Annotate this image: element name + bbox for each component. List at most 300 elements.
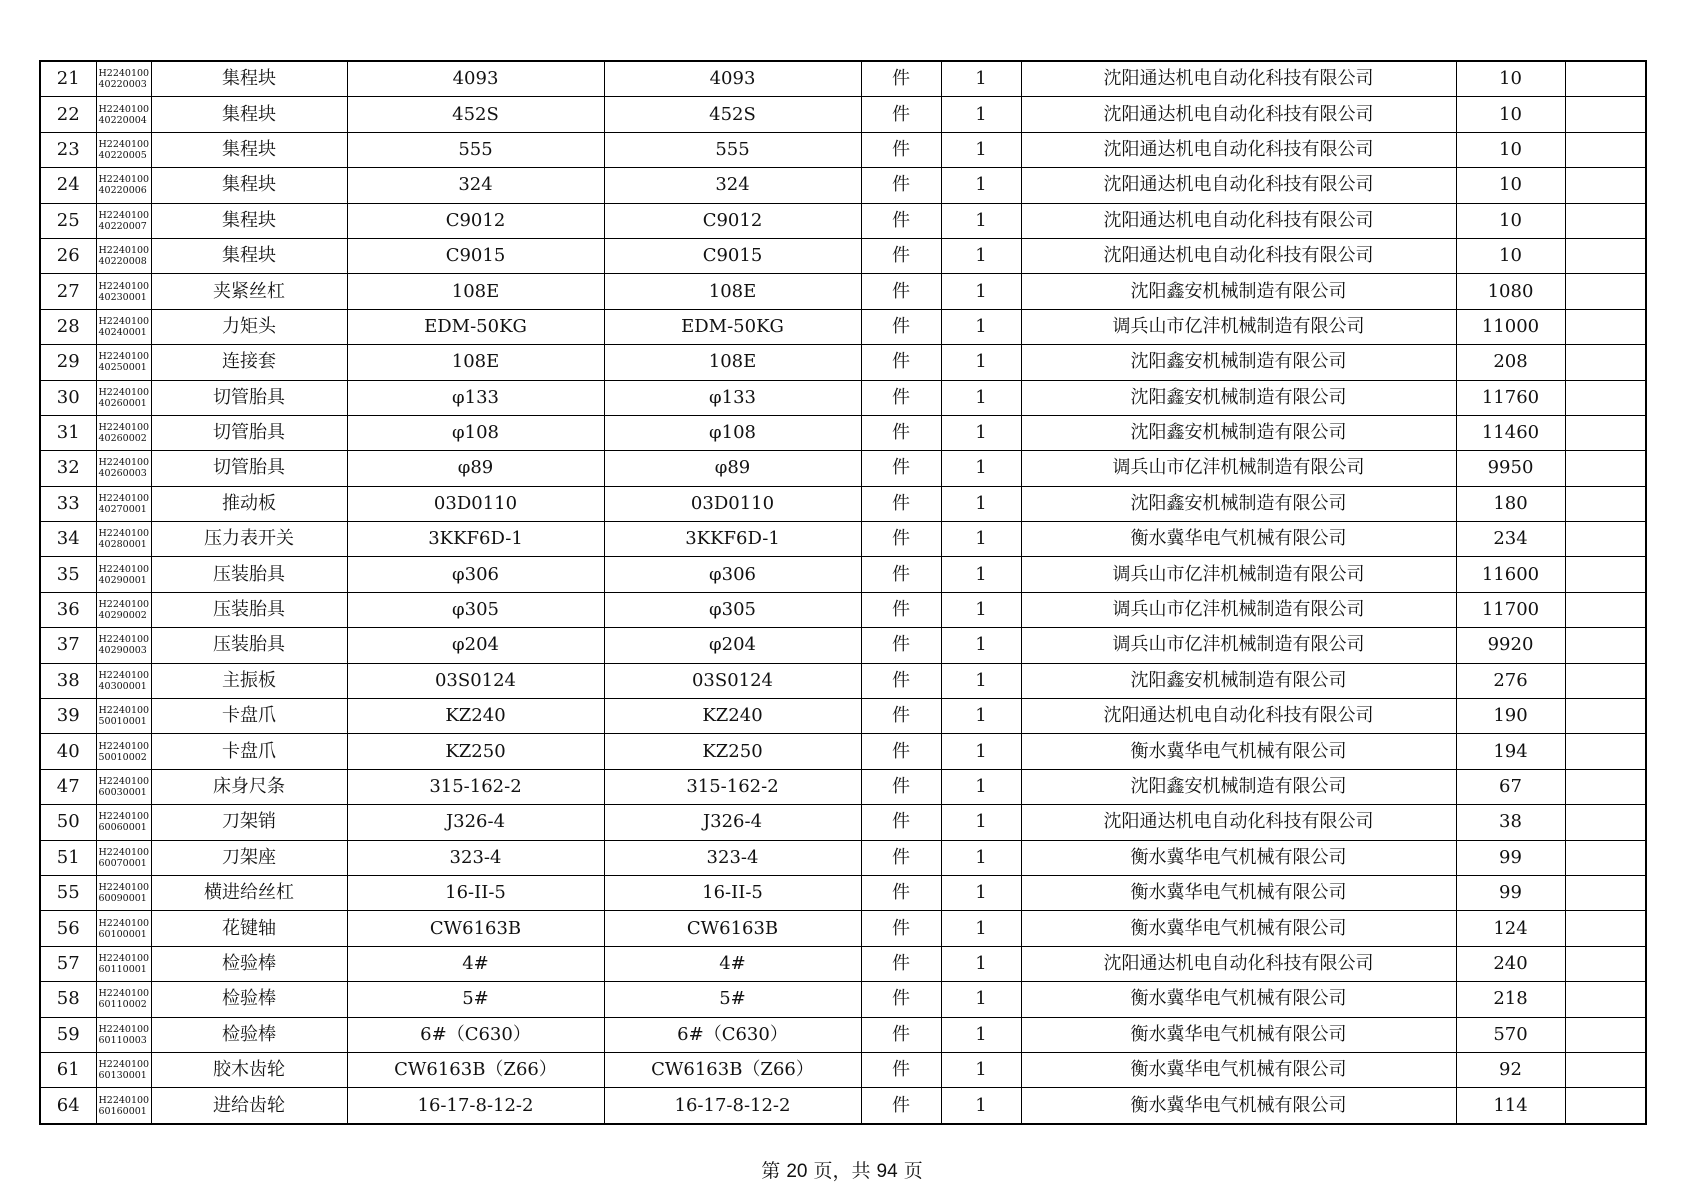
cell-unit-price: 9920 — [1456, 628, 1565, 663]
cell-supplier-name: 沈阳通达机电自动化科技有限公司 — [1021, 97, 1456, 132]
cell-supplier-name: 沈阳通达机电自动化科技有限公司 — [1021, 61, 1456, 97]
cell-quantity: 1 — [941, 345, 1021, 380]
table-row — [40, 875, 1646, 910]
cell-material-code — [96, 486, 151, 521]
cell-unit: 件 — [861, 946, 941, 981]
cell-unit-price: 218 — [1456, 982, 1565, 1017]
cell-part-name: 压力表开关 — [151, 522, 347, 557]
cell-unit-price: 11000 — [1456, 309, 1565, 344]
cell-row-number: 35 — [40, 557, 96, 592]
cell-part-model: 3KKF6D-1 — [604, 522, 861, 557]
cell-unit-price: 114 — [1456, 1088, 1565, 1124]
cell-part-model: 5# — [604, 982, 861, 1017]
cell-part-name: 卡盘爪 — [151, 734, 347, 769]
material-code-line-2: 60110002 — [98, 999, 147, 1011]
cell-remark — [1565, 451, 1646, 486]
cell-quantity: 1 — [941, 663, 1021, 698]
cell-material-code — [96, 557, 151, 592]
cell-unit-price: 1080 — [1456, 274, 1565, 309]
cell-part-model: φ133 — [604, 380, 861, 415]
table-row — [40, 734, 1646, 769]
material-code-line-2: 40230001 — [98, 291, 147, 303]
cell-material-code — [96, 97, 151, 132]
cell-quantity: 1 — [941, 805, 1021, 840]
cell-part-spec: φ89 — [347, 451, 604, 486]
material-code-line-2: 40220004 — [98, 114, 147, 126]
cell-supplier-name: 衡水冀华电气机械有限公司 — [1021, 840, 1456, 875]
cell-part-name: 卡盘爪 — [151, 699, 347, 734]
cell-row-number: 40 — [40, 734, 96, 769]
material-code-line-2: 60110001 — [98, 963, 147, 975]
material-code-line-2: 40240001 — [98, 326, 147, 338]
table-row — [40, 911, 1646, 946]
cell-unit-price: 180 — [1456, 486, 1565, 521]
cell-part-name: 胶木齿轮 — [151, 1052, 347, 1087]
cell-remark — [1565, 522, 1646, 557]
cell-part-model: 315-162-2 — [604, 769, 861, 804]
table-row — [40, 309, 1646, 344]
cell-supplier-name: 衡水冀华电气机械有限公司 — [1021, 982, 1456, 1017]
cell-quantity: 1 — [941, 238, 1021, 273]
cell-supplier-name: 调兵山市亿沣机械制造有限公司 — [1021, 628, 1456, 663]
cell-row-number: 27 — [40, 274, 96, 309]
cell-part-name: 检验棒 — [151, 1017, 347, 1052]
table-row — [40, 1088, 1646, 1124]
cell-part-spec: 108E — [347, 345, 604, 380]
cell-part-spec: φ306 — [347, 557, 604, 592]
footer-suffix: 页 — [897, 1160, 923, 1182]
cell-unit: 件 — [861, 380, 941, 415]
cell-unit-price: 570 — [1456, 1017, 1565, 1052]
material-code-line-1: H2240100 — [98, 669, 150, 681]
cell-material-code — [96, 592, 151, 627]
cell-quantity: 1 — [941, 557, 1021, 592]
material-code-line-1: H2240100 — [98, 280, 150, 292]
cell-part-spec: 315-162-2 — [347, 769, 604, 804]
cell-quantity: 1 — [941, 1017, 1021, 1052]
cell-quantity: 1 — [941, 97, 1021, 132]
cell-part-spec: KZ250 — [347, 734, 604, 769]
cell-remark — [1565, 97, 1646, 132]
cell-part-spec: EDM-50KG — [347, 309, 604, 344]
cell-remark — [1565, 840, 1646, 875]
cell-quantity: 1 — [941, 486, 1021, 521]
cell-unit: 件 — [861, 345, 941, 380]
cell-part-spec: φ108 — [347, 415, 604, 450]
cell-part-model: 4# — [604, 946, 861, 981]
material-code-line-1: H2240100 — [98, 174, 150, 186]
cell-remark — [1565, 805, 1646, 840]
cell-unit-price: 10 — [1456, 203, 1565, 238]
cell-quantity: 1 — [941, 203, 1021, 238]
cell-quantity: 1 — [941, 309, 1021, 344]
cell-part-name: 检验棒 — [151, 982, 347, 1017]
cell-part-name: 刀架销 — [151, 805, 347, 840]
cell-unit: 件 — [861, 805, 941, 840]
cell-remark — [1565, 982, 1646, 1017]
cell-unit: 件 — [861, 663, 941, 698]
cell-supplier-name: 衡水冀华电气机械有限公司 — [1021, 1088, 1456, 1124]
cell-quantity: 1 — [941, 1088, 1021, 1124]
cell-unit: 件 — [861, 238, 941, 273]
material-code-line-1: H2240100 — [98, 457, 150, 469]
material-code-line-2: 40290001 — [98, 574, 147, 586]
table-row — [40, 982, 1646, 1017]
cell-supplier-name: 沈阳鑫安机械制造有限公司 — [1021, 486, 1456, 521]
material-code-line-1: H2240100 — [98, 563, 150, 575]
cell-unit: 件 — [861, 911, 941, 946]
material-code-line-1: H2240100 — [98, 776, 150, 787]
cell-supplier-name: 沈阳通达机电自动化科技有限公司 — [1021, 238, 1456, 273]
cell-unit-price: 11460 — [1456, 415, 1565, 450]
cell-material-code — [96, 663, 151, 698]
cell-unit: 件 — [861, 1088, 941, 1124]
cell-material-code — [96, 132, 151, 167]
cell-row-number: 28 — [40, 309, 96, 344]
material-code-line-2: 40260003 — [98, 468, 147, 480]
cell-part-model: EDM-50KG — [604, 309, 861, 344]
cell-part-name: 切管胎具 — [151, 415, 347, 450]
cell-material-code — [96, 1017, 151, 1052]
table-row — [40, 486, 1646, 521]
cell-unit: 件 — [861, 415, 941, 450]
cell-remark — [1565, 345, 1646, 380]
cell-part-name: 床身尺条 — [151, 769, 347, 804]
cell-material-code — [96, 522, 151, 557]
cell-row-number: 39 — [40, 699, 96, 734]
cell-unit: 件 — [861, 1017, 941, 1052]
cell-material-code — [96, 699, 151, 734]
cell-part-spec: 16-17-8-12-2 — [347, 1088, 604, 1124]
parts-table — [39, 60, 1647, 1125]
cell-remark — [1565, 699, 1646, 734]
cell-part-model: 03D0110 — [604, 486, 861, 521]
material-code-line-2: 60060001 — [98, 822, 147, 834]
cell-unit-price: 11760 — [1456, 380, 1565, 415]
cell-part-spec: 555 — [347, 132, 604, 167]
cell-part-model: 16-17-8-12-2 — [604, 1088, 861, 1124]
cell-row-number: 32 — [40, 451, 96, 486]
cell-quantity: 1 — [941, 522, 1021, 557]
material-code-line-2: 60090001 — [98, 893, 147, 905]
cell-material-code — [96, 309, 151, 344]
table-row — [40, 522, 1646, 557]
cell-remark — [1565, 203, 1646, 238]
cell-material-code — [96, 1088, 151, 1124]
cell-part-name: 检验棒 — [151, 946, 347, 981]
cell-part-spec: CW6163B（Z66） — [347, 1052, 604, 1087]
cell-row-number: 38 — [40, 663, 96, 698]
material-code-line-1: H2240100 — [98, 315, 150, 327]
cell-part-spec: 6#（C630） — [347, 1017, 604, 1052]
cell-unit-price: 194 — [1456, 734, 1565, 769]
cell-quantity: 1 — [941, 451, 1021, 486]
cell-part-name: 集程块 — [151, 168, 347, 203]
cell-material-code — [96, 415, 151, 450]
cell-supplier-name: 衡水冀华电气机械有限公司 — [1021, 522, 1456, 557]
cell-unit: 件 — [861, 451, 941, 486]
cell-material-code — [96, 203, 151, 238]
material-code-line-2: 50010001 — [98, 716, 147, 728]
cell-row-number: 26 — [40, 238, 96, 273]
cell-row-number: 31 — [40, 415, 96, 450]
cell-remark — [1565, 911, 1646, 946]
cell-row-number: 57 — [40, 946, 96, 981]
cell-unit: 件 — [861, 522, 941, 557]
cell-part-name: 花键轴 — [151, 911, 347, 946]
table-row — [40, 1052, 1646, 1087]
cell-material-code — [96, 982, 151, 1017]
cell-supplier-name: 沈阳通达机电自动化科技有限公司 — [1021, 203, 1456, 238]
table-row — [40, 805, 1646, 840]
table-row — [40, 628, 1646, 663]
cell-quantity: 1 — [941, 840, 1021, 875]
material-code-line-2: 40250001 — [98, 362, 147, 374]
cell-material-code — [96, 628, 151, 663]
cell-row-number: 61 — [40, 1052, 96, 1087]
cell-part-spec: φ133 — [347, 380, 604, 415]
cell-unit: 件 — [861, 875, 941, 910]
cell-unit-price: 10 — [1456, 97, 1565, 132]
table-row — [40, 840, 1646, 875]
cell-unit-price: 99 — [1456, 875, 1565, 910]
material-code-line-1: H2240100 — [98, 422, 150, 434]
cell-material-code — [96, 1052, 151, 1087]
cell-supplier-name: 衡水冀华电气机械有限公司 — [1021, 875, 1456, 910]
cell-unit: 件 — [861, 97, 941, 132]
cell-unit: 件 — [861, 309, 941, 344]
cell-unit: 件 — [861, 628, 941, 663]
cell-quantity: 1 — [941, 911, 1021, 946]
cell-unit-price: 190 — [1456, 699, 1565, 734]
cell-row-number: 25 — [40, 203, 96, 238]
cell-unit-price: 11600 — [1456, 557, 1565, 592]
cell-part-spec: 4# — [347, 946, 604, 981]
cell-row-number: 29 — [40, 345, 96, 380]
cell-unit: 件 — [861, 168, 941, 203]
current-page-number: 20 — [786, 1161, 808, 1182]
cell-unit: 件 — [861, 274, 941, 309]
cell-part-model: C9015 — [604, 238, 861, 273]
cell-material-code — [96, 946, 151, 981]
cell-part-spec: 03S0124 — [347, 663, 604, 698]
cell-part-name: 集程块 — [151, 132, 347, 167]
table-row — [40, 699, 1646, 734]
cell-unit: 件 — [861, 699, 941, 734]
cell-material-code — [96, 805, 151, 840]
cell-unit-price: 208 — [1456, 345, 1565, 380]
cell-remark — [1565, 734, 1646, 769]
cell-part-model: 555 — [604, 132, 861, 167]
cell-row-number: 22 — [40, 97, 96, 132]
material-code-line-1: H2240100 — [98, 386, 150, 398]
cell-unit: 件 — [861, 1052, 941, 1087]
cell-supplier-name: 衡水冀华电气机械有限公司 — [1021, 734, 1456, 769]
cell-unit-price: 234 — [1456, 522, 1565, 557]
cell-part-spec: 452S — [347, 97, 604, 132]
cell-row-number: 59 — [40, 1017, 96, 1052]
cell-quantity: 1 — [941, 380, 1021, 415]
cell-part-name: 横进给丝杠 — [151, 875, 347, 910]
cell-part-spec: 4093 — [347, 61, 604, 97]
material-code-line-2: 40290002 — [98, 610, 147, 622]
cell-part-spec: C9012 — [347, 203, 604, 238]
cell-part-model: φ305 — [604, 592, 861, 627]
cell-part-model: 452S — [604, 97, 861, 132]
cell-part-name: 连接套 — [151, 345, 347, 380]
cell-part-spec: 16-II-5 — [347, 875, 604, 910]
material-code-line-2: 40220006 — [98, 185, 147, 197]
cell-row-number: 34 — [40, 522, 96, 557]
material-code-line-2: 50010002 — [98, 751, 147, 763]
cell-part-name: 压装胎具 — [151, 628, 347, 663]
cell-unit: 件 — [861, 132, 941, 167]
cell-unit: 件 — [861, 840, 941, 875]
cell-part-model: φ306 — [604, 557, 861, 592]
material-code-line-1: H2240100 — [98, 599, 150, 611]
cell-remark — [1565, 557, 1646, 592]
cell-part-model: 108E — [604, 274, 861, 309]
cell-quantity: 1 — [941, 734, 1021, 769]
table-row — [40, 415, 1646, 450]
cell-unit-price: 11700 — [1456, 592, 1565, 627]
cell-part-model: 4093 — [604, 61, 861, 97]
cell-part-model: 324 — [604, 168, 861, 203]
cell-quantity: 1 — [941, 592, 1021, 627]
cell-part-model: KZ250 — [604, 734, 861, 769]
cell-part-model: 16-II-5 — [604, 875, 861, 910]
material-code-line-1: H2240100 — [98, 245, 150, 257]
cell-unit-price: 276 — [1456, 663, 1565, 698]
cell-part-spec: 108E — [347, 274, 604, 309]
material-code-line-2: 40270001 — [98, 503, 147, 515]
cell-unit-price: 10 — [1456, 238, 1565, 273]
cell-row-number: 58 — [40, 982, 96, 1017]
cell-quantity: 1 — [941, 628, 1021, 663]
cell-part-spec: KZ240 — [347, 699, 604, 734]
cell-row-number: 56 — [40, 911, 96, 946]
cell-part-model: J326-4 — [604, 805, 861, 840]
cell-supplier-name: 衡水冀华电气机械有限公司 — [1021, 911, 1456, 946]
cell-supplier-name: 沈阳通达机电自动化科技有限公司 — [1021, 168, 1456, 203]
cell-row-number: 21 — [40, 61, 96, 97]
material-code-line-2: 60100001 — [98, 928, 147, 940]
cell-part-spec: CW6163B — [347, 911, 604, 946]
cell-part-model: C9012 — [604, 203, 861, 238]
cell-supplier-name: 衡水冀华电气机械有限公司 — [1021, 1017, 1456, 1052]
cell-unit: 件 — [861, 61, 941, 97]
cell-unit-price: 240 — [1456, 946, 1565, 981]
cell-material-code — [96, 875, 151, 910]
material-code-line-2: 40220008 — [98, 256, 147, 268]
table-row — [40, 451, 1646, 486]
cell-supplier-name: 沈阳鑫安机械制造有限公司 — [1021, 663, 1456, 698]
table-row — [40, 769, 1646, 804]
cell-remark — [1565, 132, 1646, 167]
cell-unit: 件 — [861, 982, 941, 1017]
cell-remark — [1565, 309, 1646, 344]
cell-quantity: 1 — [941, 946, 1021, 981]
cell-part-model: φ108 — [604, 415, 861, 450]
cell-material-code — [96, 769, 151, 804]
cell-row-number: 64 — [40, 1088, 96, 1124]
cell-part-name: 刀架座 — [151, 840, 347, 875]
cell-material-code — [96, 61, 151, 97]
material-code-line-1: H2240100 — [98, 705, 150, 717]
cell-row-number: 50 — [40, 805, 96, 840]
table-row — [40, 946, 1646, 981]
cell-row-number: 24 — [40, 168, 96, 203]
table-row — [40, 61, 1646, 97]
footer-prefix: 第 — [761, 1160, 787, 1182]
cell-part-model: φ89 — [604, 451, 861, 486]
cell-part-name: 集程块 — [151, 61, 347, 97]
cell-part-name: 进给齿轮 — [151, 1088, 347, 1124]
material-code-line-2: 40220007 — [98, 220, 147, 232]
table-row — [40, 1017, 1646, 1052]
cell-remark — [1565, 628, 1646, 663]
table-row — [40, 168, 1646, 203]
cell-remark — [1565, 1088, 1646, 1124]
cell-material-code — [96, 911, 151, 946]
material-code-line-1: H2240100 — [98, 1094, 150, 1106]
material-code-line-1: H2240100 — [98, 209, 150, 221]
material-code-line-2: 40280001 — [98, 539, 147, 551]
cell-row-number: 37 — [40, 628, 96, 663]
table-row — [40, 557, 1646, 592]
cell-part-name: 集程块 — [151, 97, 347, 132]
table-row — [40, 132, 1646, 167]
cell-remark — [1565, 1017, 1646, 1052]
cell-unit-price: 92 — [1456, 1052, 1565, 1087]
table-row — [40, 203, 1646, 238]
cell-row-number: 55 — [40, 875, 96, 910]
cell-unit-price: 38 — [1456, 805, 1565, 840]
cell-unit-price: 10 — [1456, 132, 1565, 167]
material-code-line-1: H2240100 — [98, 811, 150, 823]
cell-quantity: 1 — [941, 769, 1021, 804]
cell-part-name: 压装胎具 — [151, 592, 347, 627]
cell-part-spec: 03D0110 — [347, 486, 604, 521]
material-code-line-1: H2240100 — [98, 103, 150, 115]
material-code-line-1: H2240100 — [98, 846, 150, 858]
cell-supplier-name: 调兵山市亿沣机械制造有限公司 — [1021, 451, 1456, 486]
material-code-line-1: H2240100 — [98, 952, 150, 964]
cell-part-spec: 324 — [347, 168, 604, 203]
cell-unit: 件 — [861, 769, 941, 804]
cell-supplier-name: 调兵山市亿沣机械制造有限公司 — [1021, 592, 1456, 627]
cell-material-code — [96, 168, 151, 203]
material-code-line-1: H2240100 — [98, 351, 150, 363]
cell-part-spec: C9015 — [347, 238, 604, 273]
material-code-line-2: 60130001 — [98, 1070, 147, 1082]
cell-part-name: 主振板 — [151, 663, 347, 698]
cell-row-number: 33 — [40, 486, 96, 521]
table-row — [40, 274, 1646, 309]
cell-unit: 件 — [861, 557, 941, 592]
cell-supplier-name: 沈阳通达机电自动化科技有限公司 — [1021, 699, 1456, 734]
cell-row-number: 47 — [40, 769, 96, 804]
table-row — [40, 345, 1646, 380]
footer-middle: 页，共 — [807, 1160, 877, 1182]
cell-material-code — [96, 238, 151, 273]
cell-material-code — [96, 451, 151, 486]
material-code-line-1: H2240100 — [98, 1023, 150, 1035]
cell-quantity: 1 — [941, 875, 1021, 910]
cell-part-name: 集程块 — [151, 238, 347, 273]
cell-supplier-name: 沈阳通达机电自动化科技有限公司 — [1021, 132, 1456, 167]
material-code-line-1: H2240100 — [98, 68, 150, 80]
